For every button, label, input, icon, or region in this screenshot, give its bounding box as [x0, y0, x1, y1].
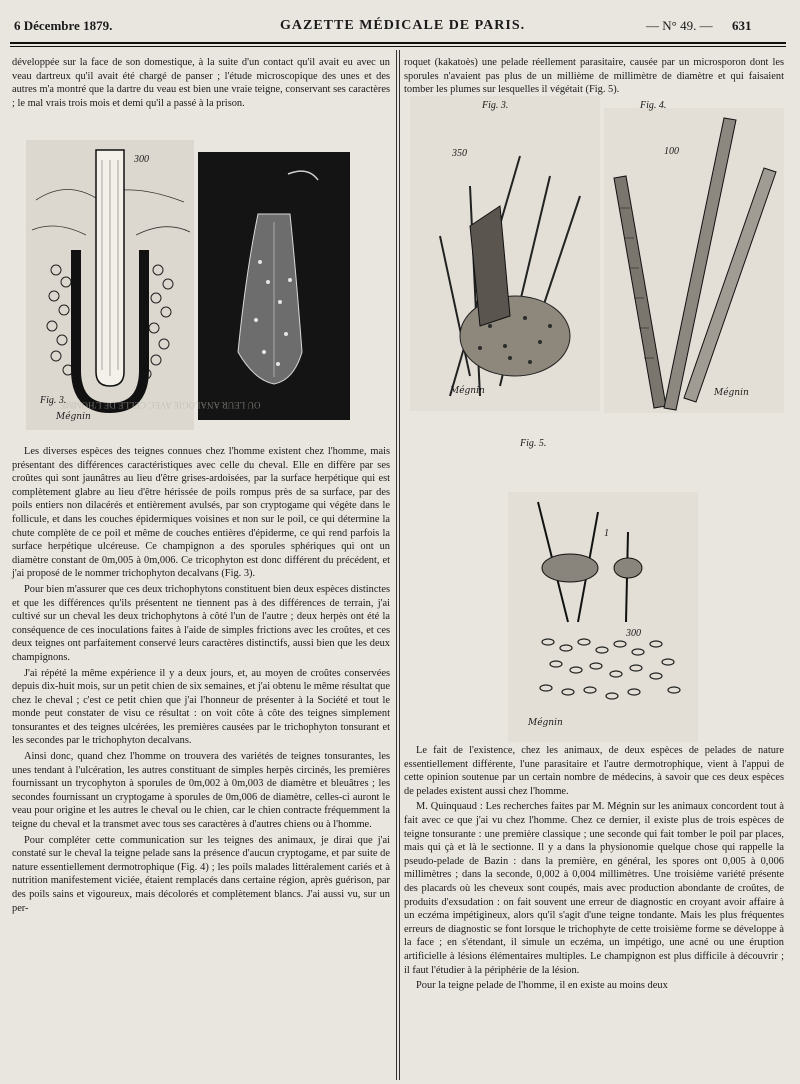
figure-4-hair-shafts: [604, 108, 784, 413]
paragraph: Pour compléter cette communication sur les teignes des animaux, je dirai que j'ai constaté sur le cheval la teigne pelade sans la présence d'aucun cryptogame, et par suite de nature essentiellement dermotrophique (Fig. 4) ; les poils malades littéralement cariés et à nutrition manifestement viciée, étaient remplacés dans certaine région, après guérison, par des poils sains et vigoureux, mais décolorés et complètement blancs. J'ai aussi vu, sur un per-: [12, 834, 390, 914]
issue-date: 6 Décembre 1879.: [14, 18, 113, 33]
hair-microscopy-illustration: [198, 152, 350, 420]
magnification-label: 300: [626, 628, 641, 639]
header-rule: [10, 42, 786, 44]
page-header: [10, 18, 786, 40]
magnification-label: 1: [604, 528, 609, 539]
figure-label: Fig. 3.: [482, 100, 509, 111]
figure-label: Fig. 4.: [640, 100, 667, 111]
engraver-signature: Mégnin: [714, 388, 749, 398]
issue-number: — N° 49. —: [646, 18, 713, 33]
paragraph: Le fait de l'existence, chez les animaux, de deux espèces de pelades de nature essentiellement différente, l'une parasitaire et l'autre dermotrophique, vient à l'appui de cette opinion soutenue par un certain nombre de médecins, à savoir que ces deux espèces de pelades existent aussi chez l'homme.: [404, 745, 784, 797]
left-column-body: [12, 445, 390, 917]
follicle-illustration: [26, 140, 194, 430]
hair-shafts-illustration: [604, 108, 784, 413]
paragraph: M. Quinquaud : Les recherches faites par M. Mégnin sur les animaux concordent tout à fait avec ce que j'ai vu chez l'homme. Chez ce dernier, il existe plus de trois espèces de teigne tonsurante : une première classique ; une seconde qui fait tomber le poil par places, mais qui çà et là le sectionne. Il y a dans la physionomie quelque chose qui rappelle la pseudo-pelade de Bazin : dans la première, en général, les spores ont 0,005 à 0,006 millimètres ; dans la seconde, 0,002 à 0,004 millimètres. Une troisième variété présente des placards où les cheveux sont coupés, mais avec production abondante de croûtes, de produits d'exsudation : on fait souvent une erreur de diagnostic en croyant avoir affaire à un eczéma impétigineux, alors qu'il s'agit d'une teigne tondante. Mais les plus fréquentes erreurs de diagnostic se font lorsque le trichophyte de cette troisième forme se développe à la face ; en s'étendant, il simule un eczéma, un impétigo, une acné ou une éruption artificielle à lésions élémentaires multiples. Le champignon est plus difficile à découvrir ; il faut l'étudier à la périphérie de la lésion.: [404, 801, 784, 976]
figure-label: Fig. 5.: [520, 438, 547, 449]
paragraph: roquet (kakatoès) une pelade réellement parasitaire, causée par un microsporon dont les sporules n'avaient pas plus de un millième de millimètre de diamètre et qui faisaient tomber les plumes sur lesquelles il végétait (Fig. 5).: [404, 57, 784, 96]
column-divider: [399, 50, 400, 1080]
magnification-label: 300: [134, 154, 149, 165]
paragraph: J'ai répété la même expérience il y a deux jours, et, au moyen de croûtes conservées depuis dix-huit mois, sur un petit chien de six semaines, et j'ai obtenu le même résultat que chez le cheval ; c'est ce petit chien que j'ai l'honneur de présenter à la Société et tout le monde peut constater de visu ce résultat : on voit côte à côte des teignes simplement tonsurantes et des teignes ulcérées, les premières causées par le trichophyton tonsurant et les secondes par le trichophyton decalvans.: [12, 667, 390, 747]
magnification-label: 100: [664, 146, 679, 157]
engraver-signature: Mégnin: [528, 718, 563, 728]
bleed-through-text: OU LEUR ANALOGIE AVEC CELLE DE L'HOMME: [60, 400, 261, 410]
magnification-label: 350: [452, 148, 467, 159]
figure-microscope-plate: [198, 152, 350, 420]
figure-5-feathers-spores: [508, 492, 698, 742]
spore-cluster-illustration: [410, 96, 600, 411]
figure-follicle: [26, 140, 194, 430]
paragraph: Les diverses espèces des teignes connues chez l'homme existent chez l'homme, mais présentant des différences caractéristiques avec celle du cheval. Elle en diffère par ses croûtes qui sont jaunâtres au lieu d'être grises-ardoisées, par la surface herpétique qui est complètement glabre au lieu d'être hérissée de poils rompus près de sa surface, par des poils entiers non dilacérés et entièrement avulsés, par son cryptogame qui végète dans le follicule, et dans les couches épidermiques voisines et non sur le poil, ce qui détermine la chute complète de ce poil et même de couches entières d'épiderme, ce qui rend parfois la surface herpétique ulcéreuse. Ce champignon a des sporules sphériques qui ont un diamètre constant de 0m,005 à 0m,006. Ce tricophyton est donc différent du précédent, et j'ai proposé de le nommer trichophyton decalvans (Fig. 3).: [12, 446, 390, 580]
paragraph: Pour bien m'assurer que ces deux trichophytons constituent bien deux espèces distinctes et que les différences qu'ils présentent ne tiennent pas à des différences de terrain, j'ai cultivé sur un cheval les deux trichophytons à côté l'un de l'autre ; deux herpès ont été la conséquence de ces inoculations faites à l'aide de simples frictions avec les croûtes, et ces deux teignes ont parfaitement conservé leurs caractères distinctifs, aussi bien que les deux champignons.: [12, 583, 390, 663]
feather-spores-illustration: [508, 492, 698, 742]
figure-label: Fig. 3.: [40, 395, 67, 406]
right-column-top: [404, 56, 784, 99]
right-column-body: [404, 744, 784, 995]
paragraph: Pour la teigne pelade de l'homme, il en existe au moins deux: [416, 980, 668, 992]
page-number: 631: [732, 18, 752, 33]
journal-title: GAZETTE MÉDICALE DE PARIS.: [280, 18, 526, 33]
left-column-top: [12, 56, 390, 112]
column-divider: [396, 50, 397, 1080]
paragraph: développée sur la face de son domestique, à la suite d'un contact qu'il avait eu avec un veau dartreux qu'il avait été chargé de panser ; l'étude microscopique des unes et des autres m'a montré que la dartre du veau est bien une vraie teigne, conservant ses caractères ; le mal vrais trois mois et demi qu'il a passé à la prison.: [12, 57, 390, 109]
engraver-signature: Mégnin: [450, 386, 485, 396]
figure-3-spore-cluster: [410, 96, 600, 411]
engraver-signature: Mégnin: [56, 412, 91, 422]
header-rule-thin: [10, 46, 786, 47]
paragraph: Ainsi donc, quand chez l'homme on trouvera des variétés de teignes tonsurantes, les unes tendant à l'ulcération, les autres constituant de simples herpès circinés, les premières fournissant un trycophyton à sporules de 0m,002 à 0m,003 de diamètre et bleuâtres ; les secondes fournissant un cryptogame à sporules de 0m,006 de diamètre, celles-ci auront le veau pour origine et les autres le cheval ou le chien, car le chien contracte fréquemment la teigne du cheval et la transmet avec tous ses caractères à d'autres chiens ou à l'homme.: [12, 751, 390, 831]
